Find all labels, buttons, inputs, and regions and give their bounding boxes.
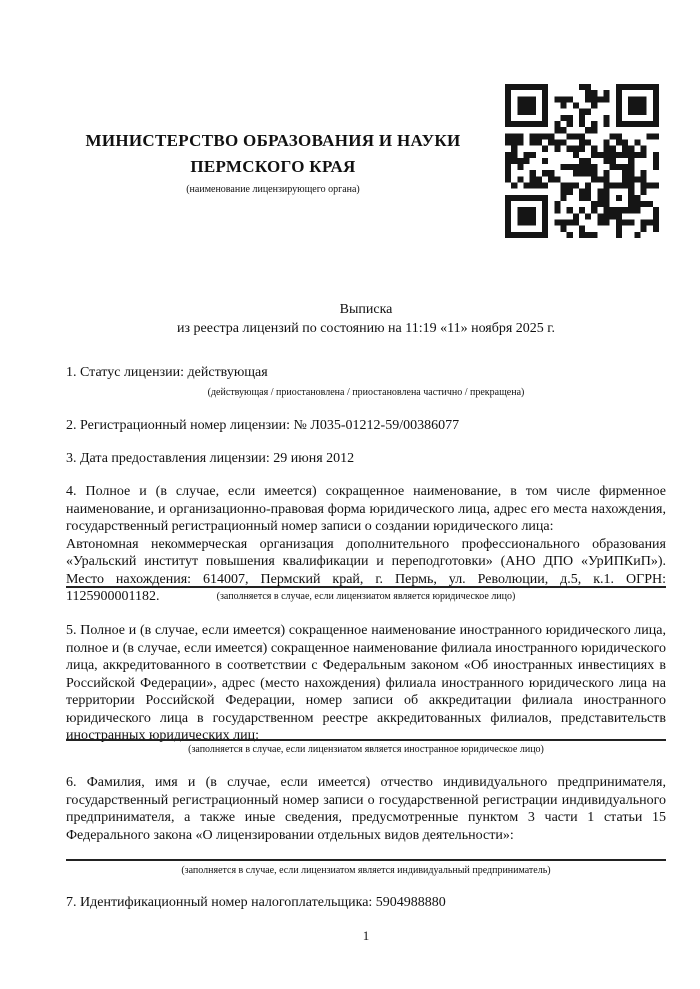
license-status-line: 1. Статус лицензии: действующая (66, 365, 268, 380)
taxpayer-number-line: 7. Идентификационный номер налогоплательщика: 5904988880 (66, 895, 446, 910)
entrepreneur-caption: (заполняется в случае, если лицензиатом является индивидуальный предприниматель) (181, 865, 551, 876)
licensing-authority-block (66, 128, 480, 195)
document-title-line1: Выписка (339, 302, 393, 317)
foreign-entity-caption: (заполняется в случае, если лицензиатом является иностранное юридическое лицо) (188, 744, 544, 755)
ministry-name-line1: МИНИСТЕРСТВО ОБРАЗОВАНИЯ И НАУКИ (85, 131, 461, 150)
ministry-name-line2: ПЕРМСКОГО КРАЯ (190, 157, 356, 176)
registration-number-line: 2. Регистрационный номер лицензии: № Л035-01212-59/00386077 (66, 418, 460, 433)
license-grant-date-line: 3. Дата предоставления лицензии: 29 июня 2012 (66, 451, 355, 466)
legal-entity-statement: 4. Полное и (в случае, если имеется) сокращенное наименование, в том числе фирменное наименование, и организационно-правовая форма юридического лица, адрес его места нахождения, государственный регистрационный номер записи о создании юридического лица: (66, 484, 666, 534)
ministry-caption: (наименование лицензирующего органа) (186, 184, 360, 195)
foreign-entity-rule (66, 739, 666, 741)
page-number: 1 (362, 928, 370, 943)
foreign-entity-section: 5. Полное и (в случае, если имеется) сокращенное наименование иностранного юридического лица, полное и (в случае, если имеется) сокращенное наименование филиала иностранного юридического лица, аккредитованного в соответствии с Федеральным законом «Об иностранных инвестициях в Российской Федерации», адрес (место нахождения) филиала иностранного юридического лица на территории Российской Федерации, номер записи об аккредитации филиала иностранного юридического лица в государственном реестре аккредитованных филиалов, представительств иностранных юридических лиц: (66, 623, 666, 743)
legal-entity-rule (66, 586, 666, 588)
legal-entity-caption: (заполняется в случае, если лицензиатом является юридическое лицо) (216, 591, 516, 602)
document-title (66, 300, 666, 338)
qr-code-icon (505, 84, 659, 238)
legal-entity-value: Автономная некоммерческая организация дополнительного профессионального образования «Уральский институт повышения квалификации и переподготовки» (АНО ДПО «УрИПКиП»). Место нахождения: 614007, Пермский край, г. Пермь, ул. Революции, д.5, к.1. ОГРН: 1125900001182. (66, 536, 666, 604)
license-status-caption: (действующая / приостановлена / приостановлена частично / прекращена) (207, 387, 525, 398)
entrepreneur-rule (66, 859, 666, 861)
document-title-line2: из реестра лицензий по состоянию на 11:19 «11» ноября 2025 г. (177, 321, 555, 336)
qr-code-image (505, 84, 659, 238)
entrepreneur-section: 6. Фамилия, имя и (в случае, если имеется) отчество индивидуального предпринимателя, государственный регистрационный номер записи о государственной регистрации индивидуального предпринимателя, а также иные сведения, предусмотренные пунктом 3 части 1 статьи 15 Федерального закона «О лицензировании отдельных видов деятельности»: (66, 775, 666, 843)
ministry-name (66, 128, 480, 180)
